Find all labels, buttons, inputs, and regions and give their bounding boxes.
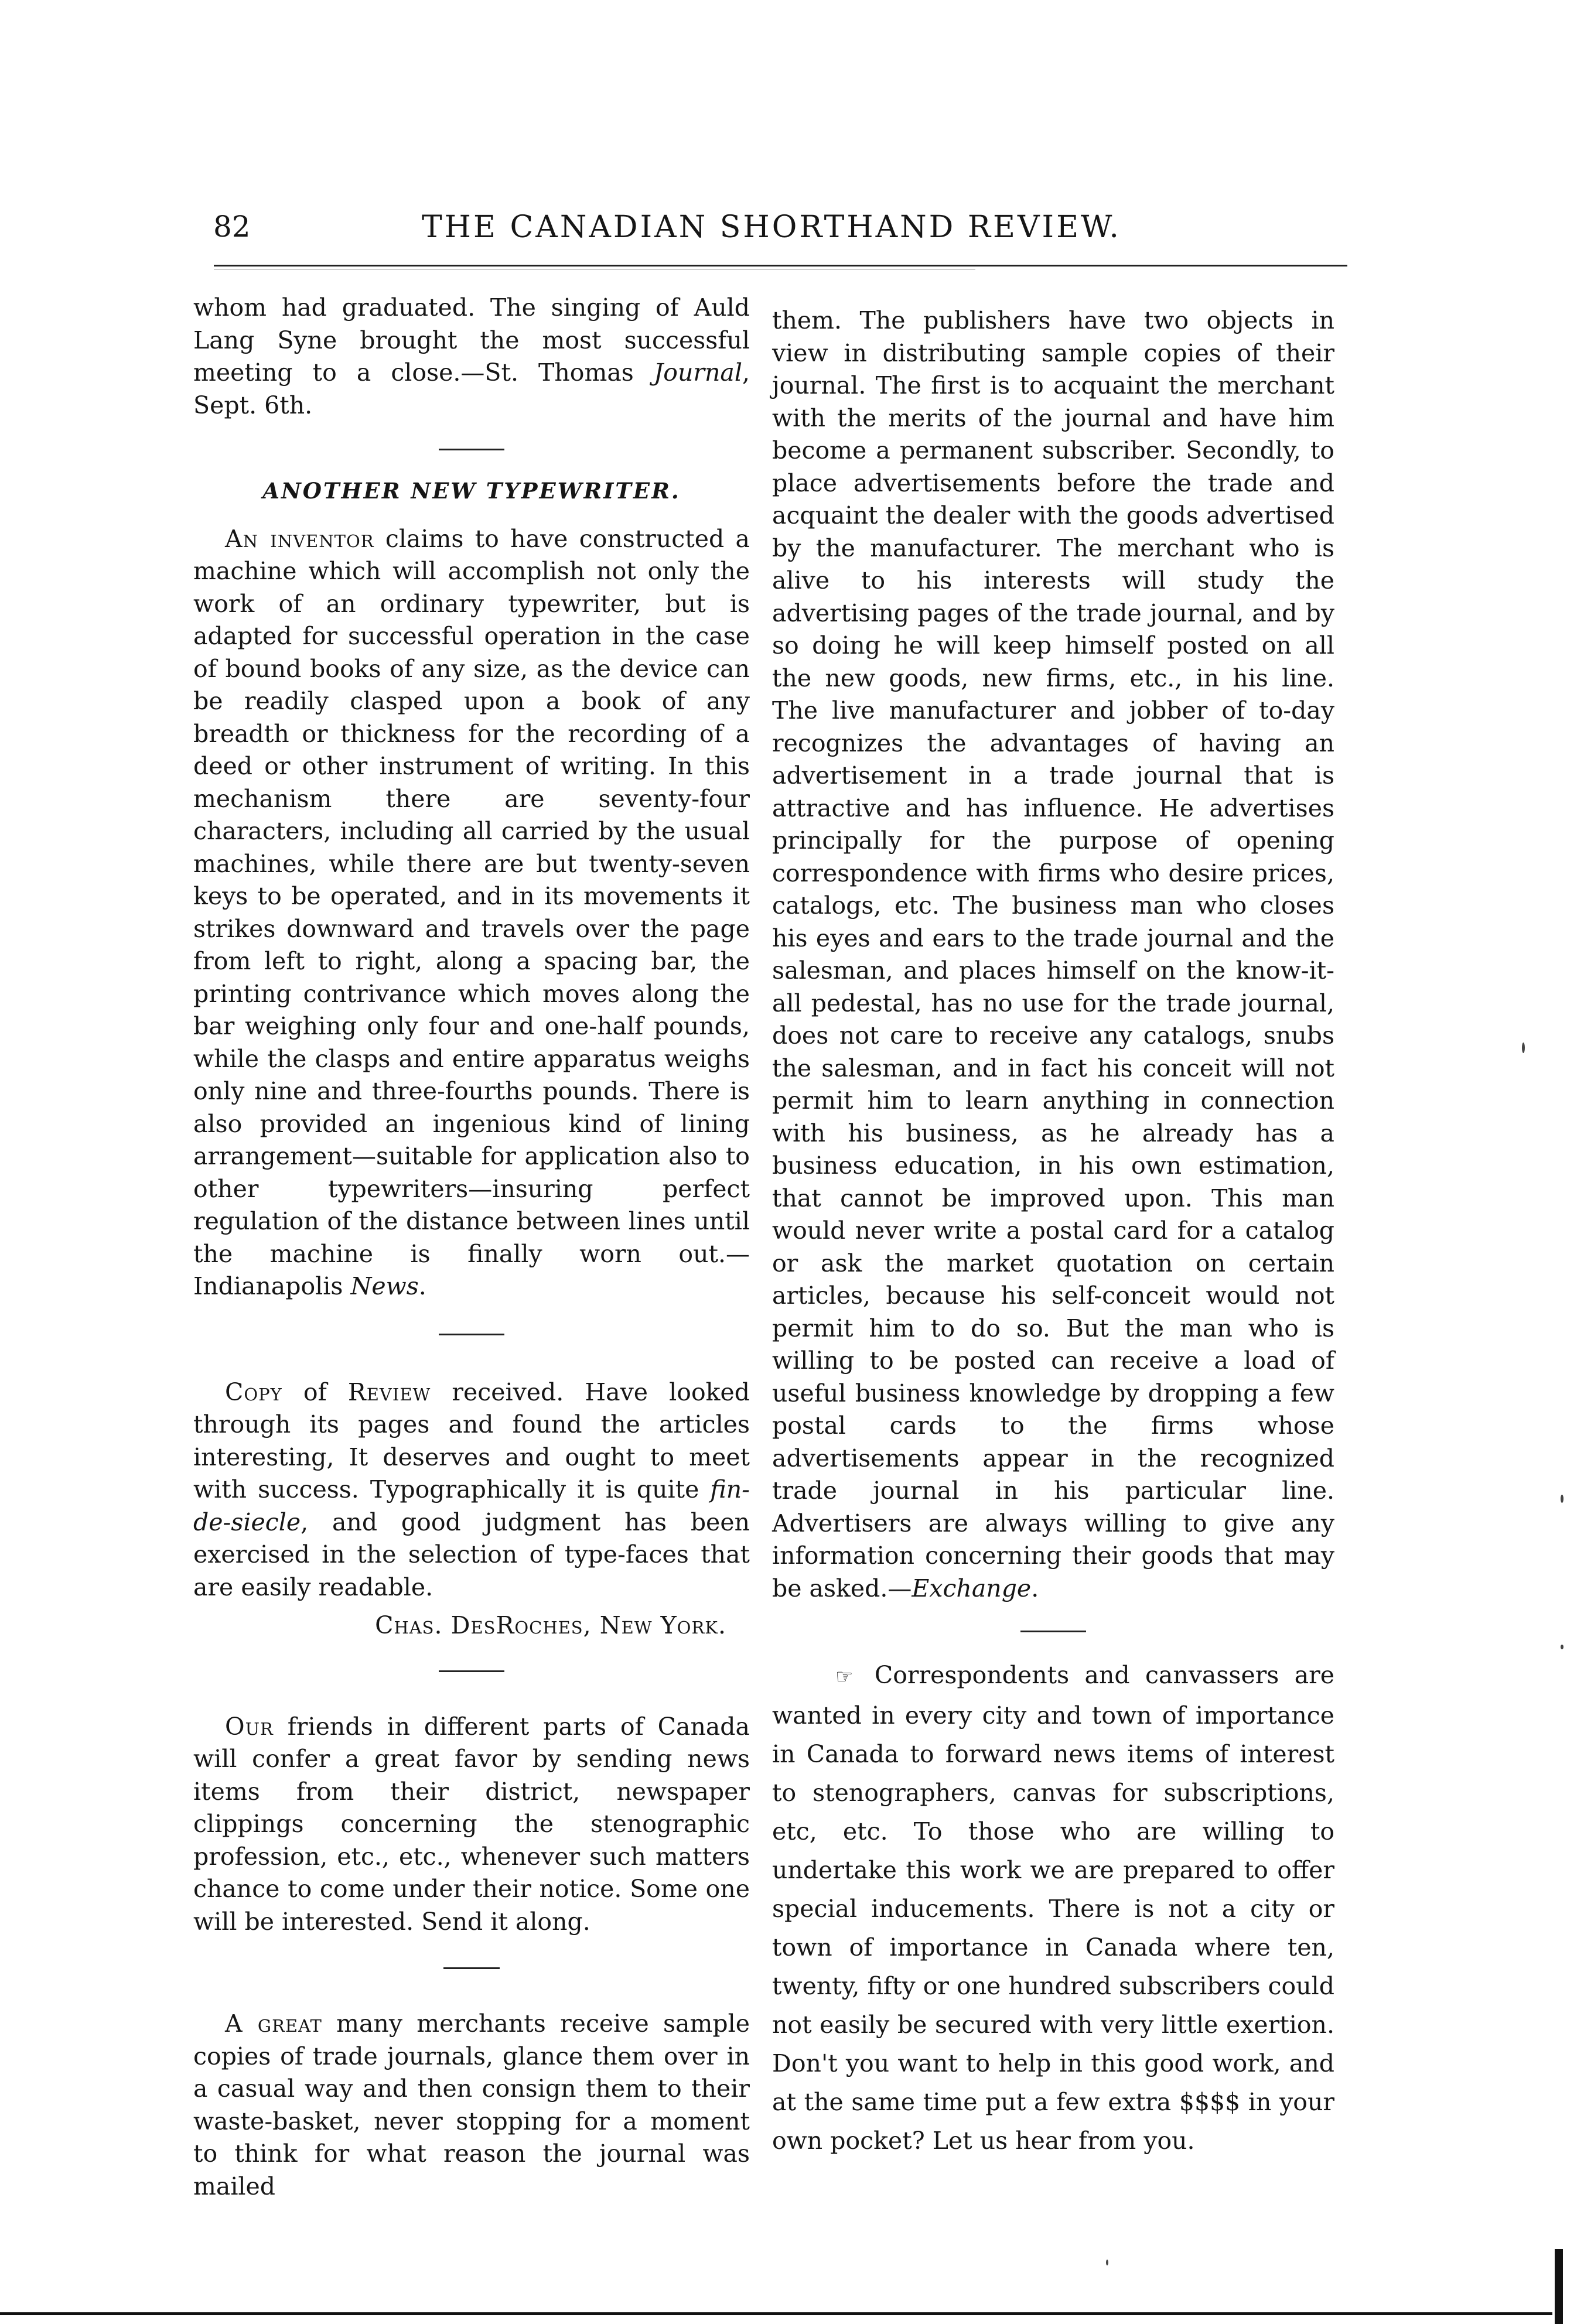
merchants-body-start: many merchants receive sample copies of trade journals, glance them over in a casual way and then consign them to their waste-basket, never stopping for a moment to think for what reason the journal was mailed xyxy=(193,2009,750,2200)
pointing-hand-icon: ☞ xyxy=(835,1665,854,1689)
scan-speck xyxy=(1522,1043,1525,1053)
section-separator xyxy=(439,449,504,450)
typewriter-lead: An inventor xyxy=(225,524,374,553)
friends-paragraph xyxy=(193,1711,750,1939)
continuation-date: , Sept. 6th. xyxy=(193,358,750,419)
section-separator xyxy=(1020,1631,1086,1632)
review-lead-copy: Copy xyxy=(225,1378,282,1406)
article-heading: ANOTHER NEW TYPEWRITER. xyxy=(262,478,681,504)
letter-signature: Chas. DesRoches, New York. xyxy=(375,1611,726,1639)
friends-lead: Our xyxy=(225,1712,274,1741)
scan-speck xyxy=(1561,1495,1563,1503)
correspondents-body: Correspondents and canvassers are wanted in every city and town of importance in Canada to forward news items of interest to stenographers, canvas for subscriptions, etc, etc. To those who are willing to undertake this work we are prepared to offer special inducements. There is not a city or town of importance in Canada where ten, twenty, fifty or one hundred subscribers could not easily be secured with very little exertion. Don't you want to help in this good work, and at the same time put a few extra $$$$ in your own pocket? Let us hear from you. xyxy=(772,1661,1334,2155)
review-italic-phrase: fin-de-siecle xyxy=(193,1475,750,1536)
typewriter-article xyxy=(193,523,750,1303)
scan-speck xyxy=(1561,1645,1563,1649)
typewriter-end: . xyxy=(418,1272,426,1300)
merchants-body-cont: them. The publishers have two objects in view in distributing sample copies of their journal. The first is to acquaint the merchant with the merits of the journal and have him become a permanent subscriber. Secondly, to place advertisements before the trade and acquaint the dealer with the goods advertised by the manufacturer. The merchant who is alive to his interests will study the advertising pages of the trade journal, and by so doing he will keep himself posted on all the new goods, new firms, etc., in his line. The live manufacturer and jobber of to-day recognizes the advantages of having an advertisement in a trade journal that is attractive and has influence. He advertises principally for the purpose of opening correspondence with firms who desire prices, catalogs, etc. The business man who closes his eyes and ears to the trade journal and the salesman, and places himself on the know-it-all pedestal, has no use for the trade journal, does not care to receive any catalogs, snubs the salesman, and in fact his conceit will not permit him to learn anything in connection with his business, as he already has a business education, in his own estimation, that cannot be improved upon. This man would never write a postal card for a catalog or ask the market quotation on certain articles, because his self-conceit would not permit him to do so. But the man who is willing to be posted can receive a load of useful business knowledge by dropping a few postal cards to the firms whose advertisements appear in the recognized trade journal in his particular line. Advertisers are always willing to give any information concerning their goods that may be asked.— xyxy=(772,306,1334,1602)
review-body-end: , and good judgment has been exercised in the selection of type-faces that are easily readable. xyxy=(193,1508,750,1601)
merchants-end: . xyxy=(1031,1574,1039,1602)
continuation-text: whom had graduated. The singing of Auld Lang Syne brought the most successful meeting to a close.—St. Thomas xyxy=(193,293,750,387)
merchants-lead: A great xyxy=(225,2009,322,2038)
left-column xyxy=(193,292,750,2203)
merchants-paragraph-start xyxy=(193,2008,750,2203)
continuation-paragraph xyxy=(193,292,750,422)
scan-bottom-edge xyxy=(0,2312,1552,2315)
scan-edge-bar xyxy=(1555,2249,1563,2324)
typewriter-source: News xyxy=(350,1272,419,1300)
review-body: received. Have looked through its pages and found the articles interesting, It deserves and ought to meet with success. Typographically it is quite xyxy=(193,1378,750,1503)
page-number: 82 xyxy=(213,210,251,244)
merchants-paragraph-continued xyxy=(772,305,1334,1605)
typewriter-body: claims to have constructed a machine which will accomplish not only the work of an ordinary typewriter, but is adapted for successful operation in the case of bound books of any size, as the device can be readily clasped upon a book of any breadth or thickness for the recording of a deed or other instrument of writing. In this mechanism there are seventy-four characters, including all carried by the usual machines, while there are but twenty-seven keys to be operated, and in its movements it strikes downward and travels over the page from left to right, along a spacing bar, the printing contrivance which moves along the bar weighing only four and one-half pounds, while the clasps and entire apparatus weighs only nine and three-fourths pounds. There is also provided an ingenious kind of lining arrangement—suitable for application also to other typewriters—insuring perfect regulation of the distance between lines until the machine is finally worn out.—Indianapolis xyxy=(193,524,750,1300)
scan-speck xyxy=(1106,2260,1108,2265)
correspondents-notice xyxy=(772,1656,1334,2160)
running-title: THE CANADIAN SHORTHAND REVIEW. xyxy=(422,210,1121,245)
friends-body: friends in different parts of Canada will confer a great favor by sending news items from their district, newspaper clippings concerning the stenographic profession, etc., etc., whenever such matters chance to come under their notice. Some one will be interested. Send it along. xyxy=(193,1712,750,1936)
header-rule xyxy=(214,265,1347,266)
section-separator xyxy=(443,1967,500,1969)
right-column xyxy=(772,305,1334,2160)
page-header xyxy=(211,210,1347,262)
review-letter xyxy=(193,1376,750,1604)
section-separator xyxy=(439,1334,504,1335)
review-lead-review: Review xyxy=(347,1378,431,1406)
review-of: of xyxy=(282,1378,348,1406)
section-separator xyxy=(439,1670,504,1672)
continuation-source: Journal xyxy=(653,358,742,387)
merchants-source: Exchange xyxy=(912,1574,1032,1602)
